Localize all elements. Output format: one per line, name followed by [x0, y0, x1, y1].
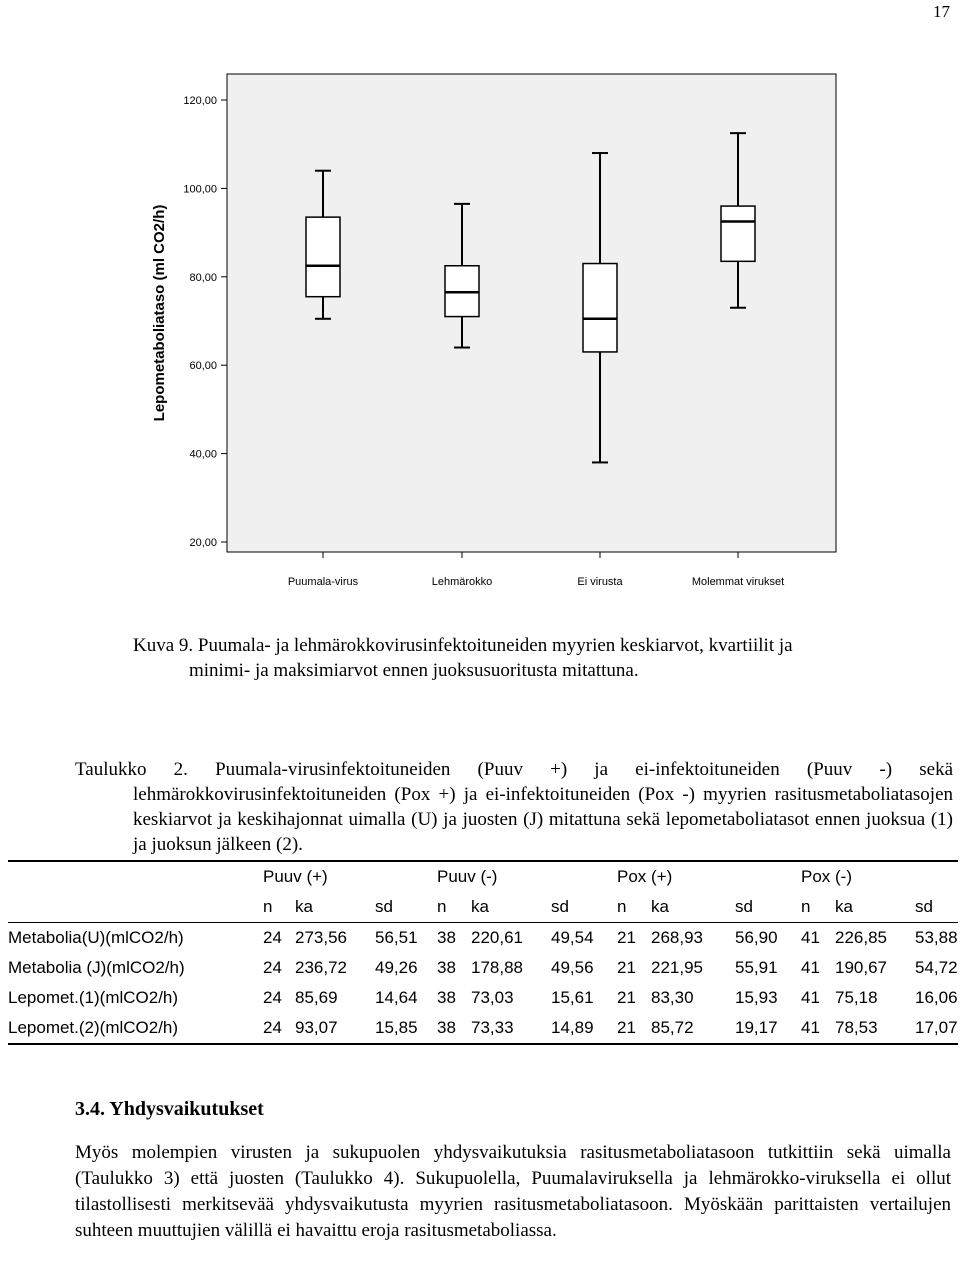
group-header: Puuv (-) [437, 861, 617, 892]
table-row [8, 983, 958, 1013]
column-header: ka [471, 892, 551, 923]
column-header: n [263, 892, 295, 923]
table-cell: 221,95 [651, 958, 703, 977]
table-cell: 24 [263, 988, 282, 1007]
table-cell: 38 [437, 988, 456, 1007]
table-cell: 16,06 [915, 988, 958, 1007]
y-tick-label: 60,00 [189, 360, 217, 373]
figure-caption-text: Puumala- ja lehmärokkovirusinfektoituneiden myyrien keskiarvot, kvartiilit ja [197, 635, 793, 656]
column-header: sd [735, 892, 801, 923]
plot-area [227, 74, 836, 552]
table-cell: 55,91 [735, 958, 778, 977]
row-label: Metabolia(U)(mlCO2/h) [8, 928, 184, 947]
boxplot-chart [140, 68, 860, 598]
table-cell: 15,85 [375, 1013, 437, 1044]
iqr-box [306, 217, 340, 297]
table-row [8, 923, 958, 954]
table-cell: 83,30 [651, 988, 694, 1007]
column-header: ka [651, 892, 735, 923]
table-cell: 78,53 [835, 1013, 915, 1044]
column-header: sd [551, 892, 617, 923]
subheader-row [8, 892, 958, 923]
table-cell: 85,72 [651, 1013, 735, 1044]
table-cell: 73,33 [471, 1013, 551, 1044]
y-tick-label: 40,00 [189, 448, 217, 461]
table-cell: 41 [801, 1013, 835, 1044]
table-cell: 49,56 [551, 958, 594, 977]
x-tick-label: Ei virusta [577, 576, 623, 588]
x-tick-label: Puumala-virus [287, 576, 359, 588]
iqr-box [583, 264, 617, 352]
column-header: n [437, 892, 471, 923]
group-header: Pox (-) [801, 861, 958, 892]
column-header: ka [835, 892, 915, 923]
table-cell: 53,88 [915, 928, 958, 947]
table-cell: 236,72 [295, 958, 347, 977]
table-corner [8, 861, 263, 892]
y-axis-label: Lepometaboliataso (ml CO2/h) [151, 204, 168, 422]
table-cell: 226,85 [835, 928, 887, 947]
row-label: Metabolia (J)(mlCO2/h) [8, 958, 185, 977]
table-cell: 93,07 [295, 1013, 375, 1044]
column-header: sd [915, 892, 958, 923]
table-cell: 21 [617, 1013, 651, 1044]
page-number: 17 [933, 2, 950, 21]
row-label: Lepomet.(1)(mlCO2/h) [8, 988, 179, 1007]
table-cell: 56,51 [375, 928, 418, 947]
table-cell: 15,61 [551, 988, 594, 1007]
results-table [8, 860, 958, 1045]
figure-caption [133, 633, 951, 683]
x-tick-label: Lehmärokko [431, 576, 493, 588]
table-cell: 21 [617, 928, 636, 947]
table-cell: 19,17 [735, 1013, 801, 1044]
table-cell: 38 [437, 928, 456, 947]
table-cell: 41 [801, 928, 820, 947]
group-header: Pox (+) [617, 861, 801, 892]
iqr-box [721, 206, 755, 261]
table-cell: 190,67 [835, 958, 887, 977]
table-cell: 49,54 [551, 928, 594, 947]
table-cell: 220,61 [471, 928, 523, 947]
table-cell: 85,69 [295, 988, 338, 1007]
table-cell: 14,64 [375, 988, 418, 1007]
table-cell: 73,03 [471, 988, 514, 1007]
table-cell: 54,72 [915, 958, 958, 977]
table-cell: 56,90 [735, 928, 778, 947]
table-cell: 273,56 [295, 928, 347, 947]
table-cell: 24 [263, 958, 282, 977]
column-header: ka [295, 892, 375, 923]
x-tick-label: Molemmat virukset [691, 576, 785, 588]
table-cell: 49,26 [375, 958, 418, 977]
table-cell: 268,93 [651, 928, 703, 947]
y-tick-label: 80,00 [189, 271, 217, 284]
table-caption [75, 757, 953, 857]
table-cell: 14,89 [551, 1013, 617, 1044]
table-cell: 38 [437, 958, 456, 977]
table-cell: 38 [437, 1013, 471, 1044]
section-heading: 3.4. Yhdysvaikutukset [75, 1098, 264, 1120]
table-caption-text: Puumala-virusinfektoituneiden (Puuv +) ja ei-infektoituneiden (Puuv -) sekä lehmärokkovirusinfektoituneiden (Pox +) ja ei-infektoituneiden (Pox -) myyrien rasitusmetaboliatasojen keskiarvot ja keskihajonnat uimalla (U) ja juosten (J) mitattuna sekä lepometaboliatasot ennen juoksua (1) ja juoksun jälkeen (2). [133, 759, 953, 855]
group-header: Puuv (+) [263, 861, 437, 892]
column-header: sd [375, 892, 437, 923]
table-cell: 17,07 [915, 1013, 958, 1044]
table-cell: 41 [801, 958, 820, 977]
body-paragraph: Myös molempien virusten ja sukupuolen yhdysvaikutuksia rasitusmetaboliatasoon tutkittiin sekä uimalla (Taulukko 3) että juosten (Taulukko 4). Sukupuolella, Puumalaviruksella ja lehmärokko-viruksella ei ollut tilastollisesti merkitsevää yhdysvaikutusta myyrien rasitusmetaboliatasoon. Myöskään parittaisten vertailujen suhteen muuttujien välillä ei havaittu eroja rasitusmetaboliassa. [75, 1142, 951, 1241]
y-tick-label: 100,00 [183, 183, 217, 196]
table-cell: 75,18 [835, 988, 878, 1007]
table-cell: 24 [263, 928, 282, 947]
column-header: n [801, 892, 835, 923]
table-cell: 24 [263, 1013, 295, 1044]
table-row [8, 1013, 958, 1044]
table-row [8, 953, 958, 983]
table-cell: 15,93 [735, 988, 778, 1007]
table-caption-label: Taulukko 2. [75, 759, 188, 780]
table-cell: 21 [617, 988, 636, 1007]
column-header: n [617, 892, 651, 923]
table-corner [8, 892, 263, 923]
row-label: Lepomet.(2)(mlCO2/h) [8, 1013, 263, 1044]
figure-caption-label: Kuva 9. [133, 635, 194, 656]
boxplot-svg [140, 68, 860, 598]
table-cell: 178,88 [471, 958, 523, 977]
table-cell: 41 [801, 988, 820, 1007]
figure-caption-text-2: minimi- ja maksimiarvot ennen juoksusuoritusta mitattuna. [189, 660, 639, 681]
table-cell: 21 [617, 958, 636, 977]
y-tick-label: 120,00 [183, 95, 217, 107]
y-tick-label: 20,00 [189, 537, 217, 549]
